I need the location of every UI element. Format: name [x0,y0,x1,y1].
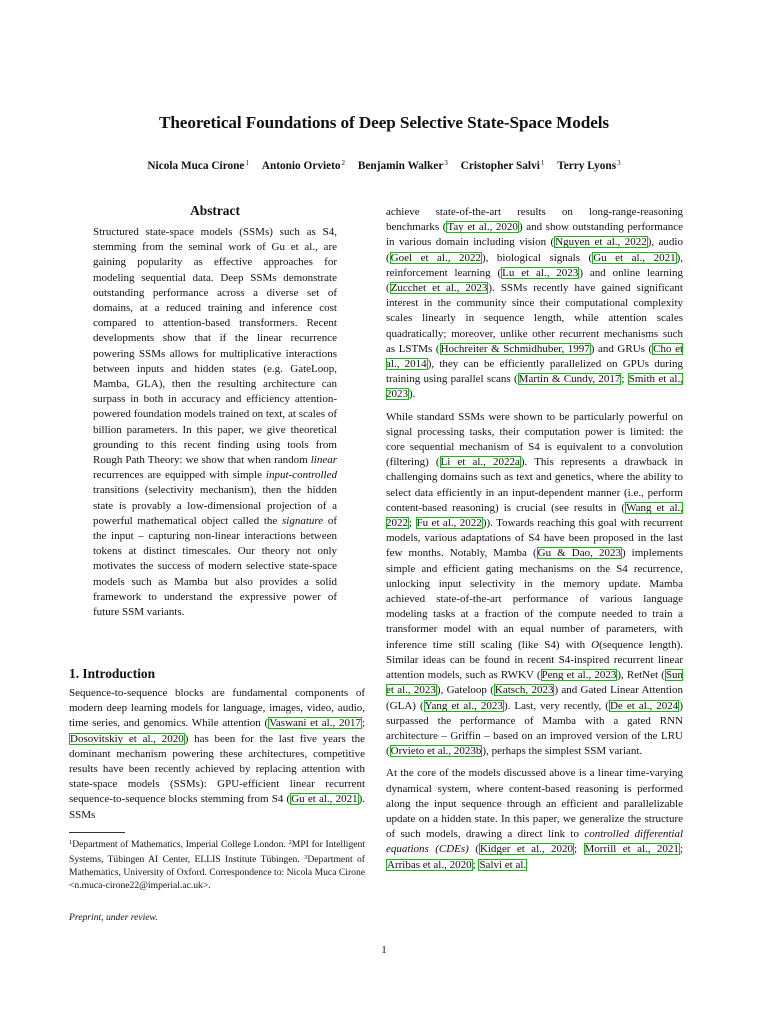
intro-paragraph: Sequence-to-sequence blocks are fundamental components of modern deep learning models for language, images, video, audio, time series, and genomics. While attention (Vaswani et al., 2017; Dosovitskiy et al., 2020) has been for the last five years the dominant mechanism powering these architectures, competitive results have been recently achieved by replacing attention with state-space models (SSMs): GPU-efficient linear recurrent sequence-to-sequence blocks stemming from S4 (Gu et al., 2021). SSMs [69,687,366,821]
citation-link[interactable]: Peng et al., 2023 [541,669,617,682]
citation-link[interactable]: Nguyen et al., 2022 [555,236,647,249]
citation-link[interactable]: Vaswani et al., 2017 [269,717,361,730]
citation-link[interactable]: Martin & Cundy, 2017 [518,373,621,386]
abstract-paragraph: Structured state-space models (SSMs) such as S4, stemming from the seminal work of Gu et al., are gaining popularity as effective approaches for modeling sequential data. Deep SSMs demonstrate outstanding performance across a diverse set of domains, at a reduced training and inference cost compared to attention-based transformers. Recent developments show that if the linear recurrence powering SSMs allows for multiplicative interactions between inputs and hidden states (e.g. GateLoop, Mamba, GLA), then the resulting architecture can surpass in both in accuracy and efficiency attention-powered foundation models trained on text, at scales of billion parameters. In this paper, we give theoretical grounding to this recent finding using tools from Rough Path Theory: we show that when random linear recurrences are equipped with simple input-controlled transitions (selectivity mechanism), then the hidden state is provably a low-dimensional projection of a powerful mathematical object called the signature of the input – capturing non-linear interactions between tokens at distinct timescales. Our theory not only motivates the success of modern selective state-space models such as Mamba but also provides a solid framework to understand the expressive power of future SSM variants. [93,226,337,619]
citation-link[interactable]: Kidger et al., 2020 [479,843,574,856]
citation-link[interactable]: Gu & Dao, 2023 [537,547,621,560]
citation-link[interactable]: Dosovitskiy et al., 2020 [70,732,184,745]
citation-link[interactable]: Gu et al., 2021 [291,793,358,806]
affiliation-footnote: $^1$Department of Mathematics, Imperial College London. $^2$MPI for Intelligent Systems, Tübingen AI Center, ELLIS Institute Tübingen. $^3$Department of Mathematics, University of Oxford. Correspondence to: Nicola Muca Cirone <n.muca-cirone22@imperial.ac.uk>. [69,839,365,891]
author: Benjamin Walker$^3$ [357,159,448,172]
citation-link[interactable]: Gu et al., 2021 [593,251,676,264]
author-list [40,159,728,172]
citation-link[interactable]: Morrill et al., 2021 [584,843,679,856]
citation-link[interactable]: De et al., 2024 [609,699,679,712]
citation-link[interactable]: Li et al., 2022a [440,456,520,469]
right-paragraph-3: At the core of the models discussed above is a linear time-varying dynamical system, where content-based reasoning is performed along the input sequence through an efficient and parallelizable update on a hidden state. In this paper, we generalize the structure of such models, drawing a direct link to controlled differential equations (CDEs) (Kidger et al., 2020; Morrill et al., 2021; Arribas et al., 2020; Salvi et al. [386,767,683,871]
paper-title: Theoretical Foundations of Deep Selective State-Space Models [158,113,610,132]
citation-link[interactable]: Fu et al., 2022 [416,517,482,530]
section-heading-introduction: 1. Introduction [69,666,156,681]
abstract-body [93,225,337,620]
citation-link[interactable]: Orvieto et al., 2023b [390,745,482,758]
citation-link[interactable]: Lu et al., 2023 [502,266,579,279]
citation-link[interactable]: Sun et al., 2023 [386,669,683,697]
citation-link[interactable]: Arribas et al., 2020 [387,858,472,871]
page-number: 1 [381,944,387,956]
author: Antonio Orvieto$^2$ [261,159,346,172]
right-paragraph-2: While standard SSMs were shown to be particularly powerful on signal processing tasks, their computation power is limited: the core sequential mechanism of S4 is equivalent to a convolution (filtering) (Li et al., 2022a). This represents a drawback in challenging domains such as text and genetics, where the ability to select data efficiently in an input-dependent manner (i.e., perform content-based reasoning) is crucial (see results in (Wang et al., 2022; Fu et al., 2022)). Towards reaching this goal with recurrent models, various adaptations of S4 have been proposed in the last few months. Notably, Mamba (Gu & Dao, 2023) implements simple and efficient gating mechanisms on the S4 recurrence, unlocking input selectivity in the memory update. Mamba achieved state-of-the-art performance of various language modeling tasks at a fraction of the compute needed to train a transformer model with an equal number of parameters, with inference time still scaling (like S4) with O(sequence length). Similar ideas can be found in recent S4-inspired recurrent linear attention models, such as RWKV (Peng et al., 2023), RetNet (Sun et al., 2023), Gateloop (Katsch, 2023) and Gated Linear Attention (GLA) (Yang et al., 2023). Last, very recently, (De et al., 2024) surpassed the performance of Mamba with a gated RNN architecture – Griffin – based on an improved version of the LRU (Orvieto et al., 2023b), perhaps the simplest SSM variant. [386,410,684,758]
author: Terry Lyons$^3$ [557,159,621,172]
preprint-note: Preprint, under review. [69,912,158,923]
citation-link[interactable]: Wang et al., 2022 [386,501,684,530]
right-column-body [386,205,683,873]
citation-link[interactable]: Tay et al., 2020 [447,221,518,234]
citation-link[interactable]: Zucchet et al., 2023 [390,282,488,295]
citation-link[interactable]: Yang et al., 2023 [424,699,503,712]
citation-link[interactable]: Hochreiter & Schmidhuber, 1997 [440,342,590,355]
citation-link[interactable]: Salvi et al. [479,858,527,871]
citation-link[interactable]: Cho et al., 2014 [386,342,684,371]
footnote-rule [69,832,125,833]
abstract-heading: Abstract [190,203,240,218]
citation-link[interactable]: Katsch, 2023 [494,684,554,697]
introduction-body [69,686,365,823]
citation-link[interactable]: Goel et al., 2022 [390,251,481,264]
author: Nicola Muca Cirone$^1$ [147,159,249,172]
right-paragraph-1: achieve state-of-the-art results on long-range-reasoning benchmarks (Tay et al., 2020) and show outstanding performance in various domain including vision (Nguyen et al., 2022), audio (Goel et al., 2022), biological signals (Gu et al., 2021), reinforcement learning (Lu et al., 2023) and online learning (Zucchet et al., 2023). SSMs recently have gained significant interest in the community since their computational complexity scales linearly in sequence length, while attention scales quadratically; moreover, unlike other recurrent mechanisms such as LSTMs (Hochreiter & Schmidhuber, 1997) and GRUs (Cho et al., 2014), they can be efficiently parallelized on GPUs during training using parallel scans (Martin & Cundy, 2017; Smith et al., 2023). [386,206,684,401]
citation-link[interactable]: Smith et al., 2023 [386,373,683,401]
author: Cristopher Salvi$^1$ [460,159,545,172]
